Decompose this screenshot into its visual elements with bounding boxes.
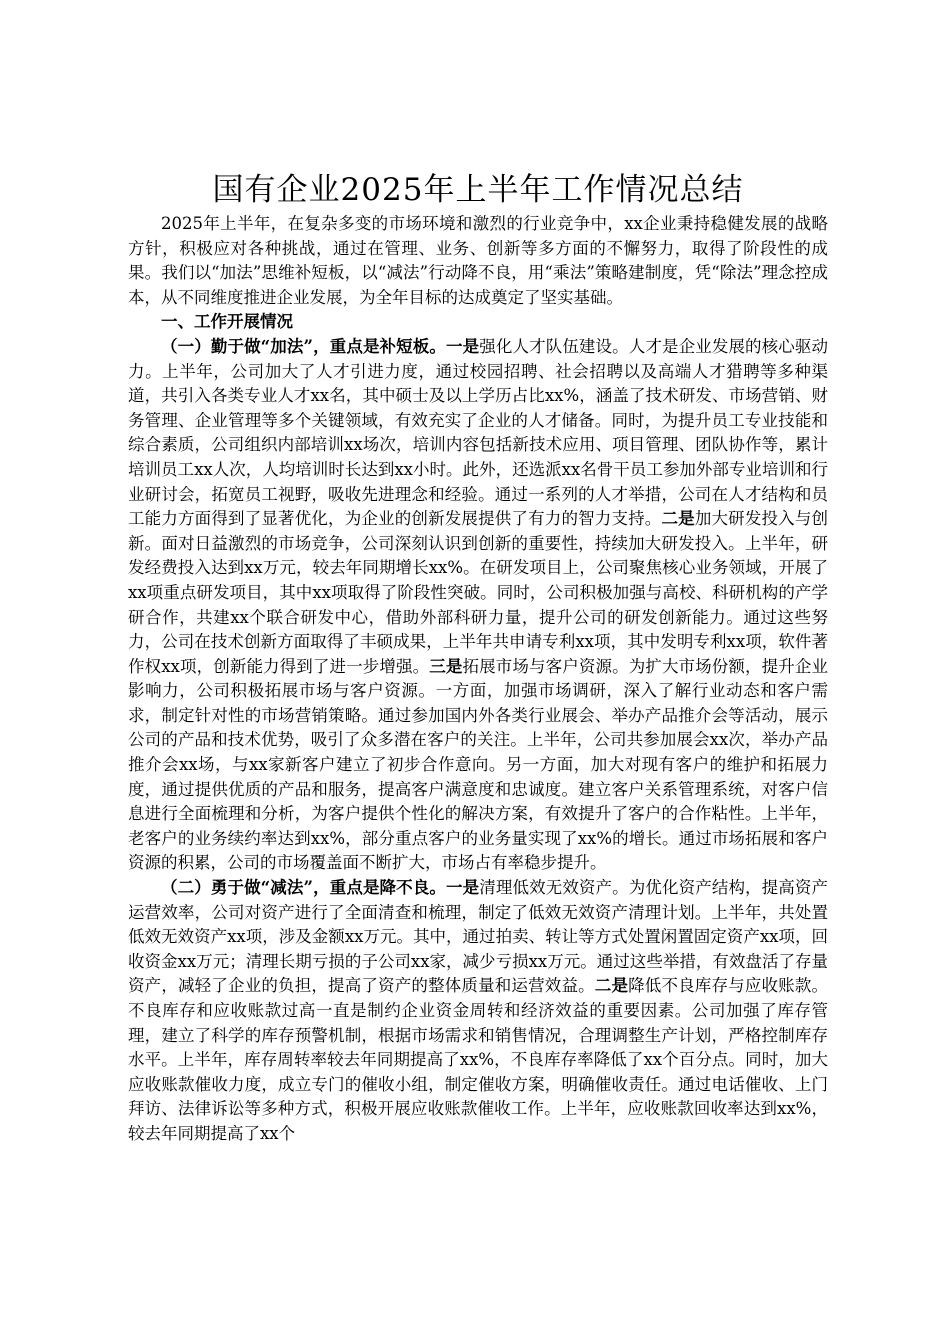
intro-paragraph: 2025年上半年，在复杂多变的市场环境和激烈的行业竞争中，xx企业秉持稳健发展的战略方针，积极应对各种挑战，通过在管理、业务、创新等多方面的不懈努力，取得了阶段性的成果。我们以“加法”思维补短板，以“减法”行动降不良，用“乘法”策略建制度，凭“除法”理念控成本，从不同维度推进企业发展，为全年目标的达成奠定了坚实基础。 <box>128 214 828 307</box>
point-label: 一是 <box>446 336 480 356</box>
point-text: 清理低效无效资产。为优化资产结构，提高资产运营效率，公司对资产进行了全面清查和梳理，制定了低效无效资产清理计划。上半年，共处置低效无效资产xx项，涉及金额xx万元。其中，通过拍卖、转让等方式处置闲置固定资产xx项，回收资金xx万元；清理长期亏损的子公司xx家，减少亏损xx万元。通过这些举措，有效盘活了存量资产，减轻了企业的负担，提高了资产的整体质量和运营效益。 <box>128 878 829 996</box>
document-page <box>128 170 828 1147</box>
point-text: 加大研发投入与创新。面对日益激烈的市场竞争，公司深刻认识到创新的重要性，持续加大研发投入。上半年，研发经费投入达到xx万元，较去年同期增长xx%。在研发项目上，公司聚焦核心业务领域，开展了xx项重点研发项目，其中xx项取得了阶段性突破。同时，公司积极加强与高校、科研机构的产学研合作，共建xx个联合研发中心，借助外部科研力量，提升公司的研发创新能力。通过这些努力，公司在技术创新方面取得了丰硕成果，上半年共申请专利xx项，其中发明专利xx项，软件著作权xx项，创新能力得到了进一步增强。 <box>128 509 829 676</box>
point-text: 强化人才队伍建设。人才是企业发展的核心驱动力。上半年，公司加大了人才引进力度，通过校园招聘、社会招聘以及高端人才猎聘等多种渠道，共引入各类专业人才xx名，其中硕士及以上学历占比xx%，涵盖了技术研发、市场营销、财务管理、企业管理等多个关键领域，有效充实了企业的人才储备。同时，为提升员工专业技能和综合素质，公司组织内部培训xx场次，培训内容包括新技术应用、项目管理、团队协作等，累计培训员工xx人次，人均培训时长达到xx小时。此外，还选派xx名骨干员工参加外部专业培训和行业研讨会，拓宽员工视野，吸收先进理念和经验。通过一系列的人才举措，公司在人才结构和员工能力方面得到了显著优化，为企业的创新发展提供了有力的智力支持。 <box>128 336 829 529</box>
section-heading-work-progress: 一、工作开展情况 <box>161 312 293 332</box>
document-title: 国有企业2025年上半年工作情况总结 <box>212 172 744 208</box>
paragraph-lead: （二）勇于做“减法”，重点是降不良。 <box>161 878 447 898</box>
paragraph-lead: （一）勤于做“加法”，重点是补短板。 <box>161 336 447 356</box>
paragraph-addition <box>128 335 828 876</box>
point-label: 二是 <box>594 976 629 996</box>
point-label: 二是 <box>661 509 695 529</box>
point-label: 三是 <box>429 656 463 676</box>
point-text: 降低不良库存与应收账款。不良库存和应收账款过高一直是制约企业资金周转和经济效益的重要因素。公司加强了库存管理，建立了科学的库存预警机制，根据市场需求和销售情况，合理调整生产计划，严格控制库存水平。上半年，库存周转率较去年同期提高了xx%，不良库存率降低了xx个百分点。同时，加大应收账款催收力度，成立专门的催收小组，制定催收方案，明确催收责任。通过电话催收、上门拜访、法律诉讼等多种方式，积极开展应收账款催收工作。上半年，应收账款回收率达到xx%，较去年同期提高了xx个 <box>128 976 829 1143</box>
point-text: 拓展市场与客户资源。为扩大市场份额，提升企业影响力，公司积极拓展市场与客户资源。一方面，加强市场调研，深入了解行业动态和客户需求，制定针对性的市场营销策略。通过参加国内外各类行业展会、举办产品推介会等活动，展示公司的产品和技术优势，吸引了众多潜在客户的关注。上半年，公司共参加展会xx次，举办产品推介会xx场，与xx家新客户建立了初步合作意向。另一方面，加大对现有客户的维护和拓展力度，通过提供优质的产品和服务，提高客户满意度和忠诚度。建立客户关系管理系统，对客户信息进行全面梳理和分析，为客户提供个性化的解决方案，有效提升了客户的合作粘性。上半年，老客户的业务续约率达到xx%，部分重点客户的业务量实现了xx%的增长。通过市场拓展和客户资源的积累，公司的市场覆盖面不断扩大，市场占有率稳步提升。 <box>128 656 829 873</box>
point-label: 一是 <box>446 878 480 898</box>
paragraph-subtraction <box>128 876 828 1147</box>
